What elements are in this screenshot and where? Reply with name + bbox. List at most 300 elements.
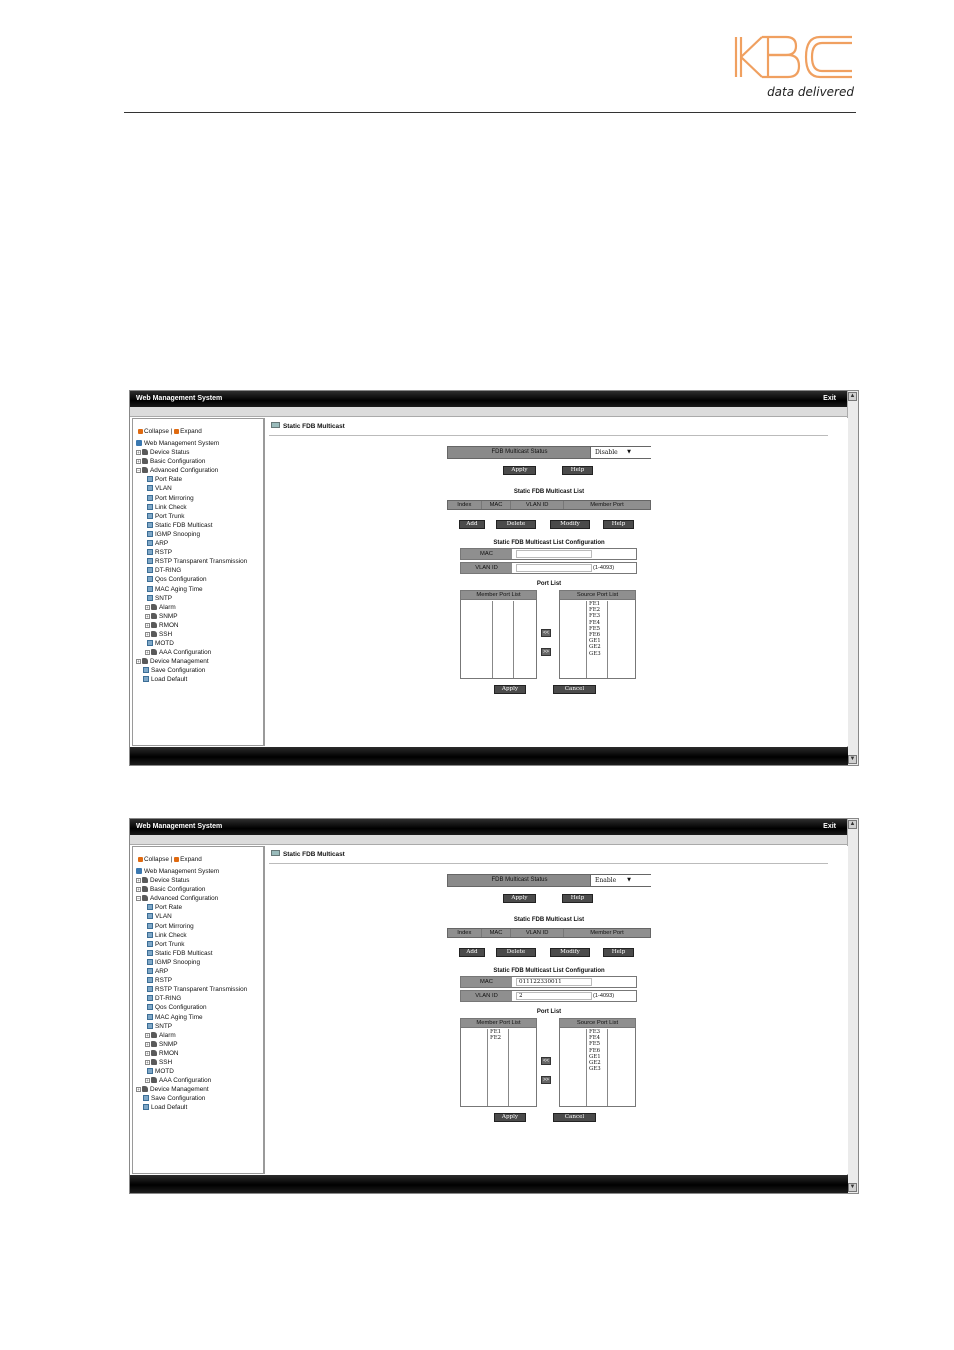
tree-item-rmon[interactable] — [133, 1049, 263, 1058]
folder-icon — [151, 1032, 157, 1038]
window-title: Web Management System — [136, 823, 223, 830]
port-list-title: Port List — [536, 581, 562, 587]
tree-item-dt-ring[interactable] — [133, 994, 263, 1003]
source-port-option[interactable]: FE6 — [589, 632, 601, 639]
folder-icon — [151, 604, 157, 610]
tree-item-qos-configuration[interactable] — [133, 1003, 263, 1012]
tree-item-device-management[interactable] — [133, 1085, 263, 1094]
tree-item-port-rate[interactable] — [133, 475, 263, 484]
page-icon — [147, 504, 153, 510]
collapse-icon[interactable] — [138, 857, 143, 862]
tree-item-label: RSTP Transparent Transmission — [155, 986, 248, 994]
tree-item-aaa-configuration[interactable] — [133, 1076, 263, 1085]
page-icon — [143, 1095, 149, 1101]
fdb-status-row — [447, 446, 651, 459]
plus-icon[interactable]: + — [146, 1050, 149, 1056]
tree-item-label: Port Trunk — [155, 940, 185, 948]
logo-tagline: data delivered — [767, 85, 854, 99]
modify-button[interactable]: Modify — [550, 948, 590, 957]
config-title: Static FDB Multicast List Configuration — [493, 540, 605, 546]
tree-item-ssh[interactable] — [133, 1058, 263, 1067]
plus-icon[interactable]: + — [137, 1087, 140, 1093]
member-port-list[interactable] — [460, 590, 537, 679]
tree-controls — [133, 419, 263, 439]
tree-item-motd[interactable] — [133, 1067, 263, 1076]
page-title-icon — [271, 850, 280, 856]
column-header: Index — [448, 501, 482, 509]
tree-item-alarm[interactable] — [133, 1031, 263, 1040]
vlan-range-hint: (1-4093) — [593, 565, 615, 571]
tree-item-device-status[interactable] — [133, 448, 263, 457]
column-header: VLAN ID — [511, 501, 563, 509]
plus-icon[interactable]: + — [137, 887, 140, 893]
tree-item-label: Device Status — [150, 449, 190, 457]
source-port-options[interactable] — [586, 1029, 608, 1106]
page-icon — [147, 932, 153, 938]
tree-item-label: Port Mirroring — [155, 922, 194, 930]
folder-icon — [151, 622, 157, 628]
tree-item-advanced-configuration[interactable] — [133, 466, 263, 475]
source-port-list[interactable] — [559, 590, 636, 679]
tree-item-dt-ring[interactable] — [133, 566, 263, 575]
page-icon — [147, 968, 153, 974]
vlan-row — [460, 990, 637, 1002]
plus-icon[interactable]: + — [146, 622, 149, 628]
collapse-icon[interactable] — [138, 429, 143, 434]
page-icon — [147, 522, 153, 528]
tree-root-label: Web Management System — [144, 868, 220, 875]
source-port-option[interactable]: FE3 — [589, 613, 601, 620]
minus-icon[interactable]: − — [137, 896, 140, 902]
apply-button[interactable]: Apply — [494, 1113, 526, 1122]
scroll-up-icon[interactable]: ▲ — [849, 821, 856, 827]
tree-item-label: VLAN — [155, 913, 172, 921]
tree-item-advanced-configuration[interactable] — [133, 894, 263, 903]
fdb-status-label: FDB Multicast Status — [491, 877, 548, 883]
page-icon — [147, 923, 153, 929]
page-icon — [147, 495, 153, 501]
fdb-status-row — [447, 874, 651, 887]
page-icon — [143, 1104, 149, 1110]
expand-link[interactable]: Expand — [180, 428, 202, 435]
page-icon — [147, 913, 153, 919]
header-rule — [124, 112, 856, 113]
plus-icon[interactable]: + — [137, 450, 140, 456]
status-help-button[interactable]: Help — [562, 466, 593, 475]
tree-item-label: Link Check — [155, 503, 187, 511]
list-title: Static FDB Multicast List — [513, 917, 585, 923]
tree-item-motd[interactable] — [133, 639, 263, 648]
page-icon — [147, 1023, 153, 1029]
tree-item-basic-configuration[interactable] — [133, 885, 263, 894]
minus-icon[interactable]: − — [137, 468, 140, 474]
tree-item-port-trunk[interactable] — [133, 940, 263, 949]
navigation-tree — [132, 846, 264, 1174]
tree-item-label: Save Configuration — [151, 1095, 206, 1103]
chevron-down-icon: ▼ — [627, 877, 631, 883]
tree-item-rstp[interactable] — [133, 548, 263, 557]
source-port-header: Source Port List — [560, 1019, 635, 1028]
tree-item-label: MAC Aging Time — [155, 1013, 203, 1021]
tree-item-label: RSTP Transparent Transmission — [155, 558, 248, 566]
tree-item-label: AAA Configuration — [159, 1077, 212, 1085]
source-port-option[interactable]: FE1 — [589, 601, 601, 607]
tree-item-basic-configuration[interactable] — [133, 457, 263, 466]
folder-icon — [142, 467, 148, 473]
tree-item-igmp-snooping[interactable] — [133, 958, 263, 967]
tree-item-label: Basic Configuration — [150, 458, 206, 466]
cancel-button[interactable]: Cancel — [553, 1113, 596, 1122]
source-port-option[interactable]: GE1 — [589, 1053, 601, 1060]
folder-icon — [151, 1041, 157, 1047]
mac-input[interactable]: 011122330011 — [516, 978, 592, 986]
tree-item-rstp-transparent-transmission[interactable] — [133, 985, 263, 994]
tree-item-link-check[interactable] — [133, 503, 263, 512]
page-icon — [147, 513, 153, 519]
tree-item-label: Qos Configuration — [155, 576, 207, 584]
tree-item-static-fdb-multicast[interactable] — [133, 521, 263, 530]
tree-item-label: Port Rate — [155, 904, 182, 912]
tree-item-label: Basic Configuration — [150, 886, 206, 894]
move-left-button[interactable]: << — [541, 629, 551, 637]
tree-item-aaa-configuration[interactable] — [133, 648, 263, 657]
tree-item-sntp[interactable] — [133, 594, 263, 603]
page-icon — [147, 995, 153, 1001]
window-titlebar — [130, 391, 848, 407]
folder-icon — [151, 613, 157, 619]
scroll-down-icon[interactable]: ▼ — [849, 1184, 856, 1190]
page-icon — [147, 558, 153, 564]
tree-item-label: SSH — [159, 630, 173, 638]
tree-item-label: Port Mirroring — [155, 494, 194, 502]
fdb-status-select[interactable] — [590, 875, 651, 886]
page-icon — [147, 540, 153, 546]
tree-item-vlan[interactable] — [133, 912, 263, 921]
tree-item-snmp[interactable] — [133, 612, 263, 621]
tree-item-link-check[interactable] — [133, 931, 263, 940]
status-apply-button[interactable]: Apply — [503, 894, 536, 903]
tree-item-label: Device Management — [150, 658, 209, 666]
plus-icon[interactable]: + — [146, 1059, 149, 1065]
toolbar-gap — [130, 835, 848, 845]
tree-root-label: Web Management System — [144, 440, 220, 447]
column-header: MAC — [482, 929, 512, 937]
status-apply-button[interactable]: Apply — [503, 466, 536, 475]
tree-item-rstp[interactable] — [133, 976, 263, 985]
vlan-id-input[interactable] — [516, 564, 592, 572]
move-left-button[interactable]: << — [541, 1057, 551, 1065]
plus-icon[interactable]: + — [146, 1078, 149, 1084]
tree-item-label: Save Configuration — [151, 667, 206, 675]
source-port-option[interactable]: FE6 — [589, 1047, 601, 1054]
tree-item-label: Device Status — [150, 877, 190, 885]
content-panel — [264, 846, 848, 1174]
tree-item-igmp-snooping[interactable] — [133, 530, 263, 539]
mac-row — [460, 548, 637, 560]
page-icon — [147, 986, 153, 992]
tree-root[interactable] — [133, 439, 263, 448]
fdb-status-value: Disable — [595, 449, 618, 456]
tree-item-label: RSTP — [155, 549, 173, 557]
delete-button[interactable]: Delete — [496, 948, 536, 957]
modify-button[interactable]: Modify — [550, 520, 590, 529]
move-right-button[interactable]: >> — [541, 1076, 551, 1084]
list-title: Static FDB Multicast List — [513, 489, 585, 495]
fdb-status-value: Enable — [595, 877, 617, 884]
browser-screenshot-2 — [129, 818, 859, 1194]
page-icon — [147, 586, 153, 592]
column-header: Member Port — [590, 502, 624, 508]
column-header: MAC — [482, 501, 512, 509]
home-icon — [136, 868, 142, 874]
source-port-option[interactable]: GE2 — [589, 1060, 601, 1067]
fdb-status-select[interactable] — [590, 447, 651, 458]
vlan-row — [460, 562, 637, 574]
tree-item-rstp-transparent-transmission[interactable] — [133, 557, 263, 566]
plus-icon[interactable]: + — [146, 631, 149, 637]
tree-controls — [133, 847, 263, 867]
plus-icon[interactable]: + — [146, 650, 149, 656]
expand-icon[interactable] — [174, 429, 179, 434]
tree-item-label: Load Default — [151, 1104, 188, 1112]
folder-icon — [142, 658, 148, 664]
mac-label: MAC — [461, 977, 512, 987]
add-button[interactable]: Add — [459, 948, 485, 957]
source-port-option[interactable]: GE3 — [589, 650, 601, 657]
tree-item-port-rate[interactable] — [133, 903, 263, 912]
page-title-icon — [271, 422, 280, 428]
tree-item-label: Link Check — [155, 931, 187, 939]
plus-icon[interactable]: + — [146, 1041, 149, 1047]
add-button[interactable]: Add — [459, 520, 485, 529]
page-icon — [147, 904, 153, 910]
home-icon — [136, 440, 142, 446]
tree-item-label: SNMP — [159, 612, 178, 620]
tree-item-label: IGMP Snooping — [155, 530, 200, 538]
navigation-tree — [132, 418, 264, 746]
port-list-title: Port List — [536, 1009, 562, 1015]
tree-item-label: Advanced Configuration — [150, 467, 219, 475]
tree-item-label: VLAN — [155, 485, 172, 493]
kbc-logo-mark — [732, 34, 854, 80]
page-icon — [147, 1004, 153, 1010]
toolbar-gap — [130, 407, 848, 417]
tree-item-mac-aging-time[interactable] — [133, 585, 263, 594]
plus-icon[interactable]: + — [146, 613, 149, 619]
source-port-option[interactable]: GE2 — [589, 644, 601, 651]
move-right-button[interactable]: >> — [541, 648, 551, 656]
vertical-scrollbar[interactable] — [847, 819, 858, 1193]
scroll-up-icon[interactable]: ▲ — [849, 393, 856, 399]
tree-item-device-status[interactable] — [133, 876, 263, 885]
page-icon — [147, 476, 153, 482]
list-help-button[interactable]: Help — [603, 948, 634, 957]
folder-icon — [151, 631, 157, 637]
status-bar — [130, 747, 848, 765]
tree-item-rmon[interactable] — [133, 621, 263, 630]
source-port-option[interactable]: FE4 — [589, 1035, 601, 1042]
mac-row — [460, 976, 637, 988]
tree-item-label: ARP — [155, 968, 169, 976]
tree-controls-separator: | — [170, 856, 173, 863]
vlan-id-input[interactable]: 2 — [516, 992, 592, 1000]
cancel-button[interactable]: Cancel — [553, 685, 596, 694]
exit-link[interactable]: Exit — [823, 823, 836, 830]
page-icon — [147, 640, 153, 646]
source-port-header: Source Port List — [560, 591, 635, 600]
tree-item-port-mirroring[interactable] — [133, 494, 263, 503]
plus-icon[interactable]: + — [137, 459, 140, 465]
tree-item-label: IGMP Snooping — [155, 958, 200, 966]
plus-icon[interactable]: + — [137, 659, 140, 665]
folder-icon — [142, 886, 148, 892]
expand-icon[interactable] — [174, 857, 179, 862]
window-titlebar — [130, 819, 848, 835]
tree-item-port-trunk[interactable] — [133, 512, 263, 521]
source-port-option[interactable]: FE5 — [589, 1041, 601, 1048]
tree-item-save-configuration[interactable] — [133, 666, 263, 675]
tree-item-label: SSH — [159, 1058, 173, 1066]
tree-item-static-fdb-multicast[interactable] — [133, 949, 263, 958]
source-port-option[interactable]: FE5 — [589, 625, 601, 632]
member-port-header: Member Port List — [461, 591, 536, 600]
scroll-down-icon[interactable]: ▼ — [849, 756, 856, 762]
source-port-options[interactable] — [586, 601, 608, 678]
page-title — [271, 850, 345, 858]
folder-icon — [142, 458, 148, 464]
page-icon — [147, 977, 153, 983]
member-port-options[interactable] — [487, 1029, 509, 1106]
member-port-option[interactable]: FE2 — [490, 1035, 502, 1042]
mac-label: MAC — [461, 549, 512, 559]
tree-item-label: Device Management — [150, 1086, 209, 1094]
member-port-option[interactable]: FE1 — [490, 1029, 502, 1035]
config-title: Static FDB Multicast List Configuration — [493, 968, 605, 974]
tree-item-label: Static FDB Multicast — [155, 521, 213, 529]
tree-item-sntp[interactable] — [133, 1022, 263, 1031]
page-icon — [147, 950, 153, 956]
page-icon — [147, 567, 153, 573]
delete-button[interactable]: Delete — [496, 520, 536, 529]
page-icon — [147, 485, 153, 491]
window-title: Web Management System — [136, 395, 223, 402]
source-port-option[interactable]: FE4 — [589, 619, 601, 626]
tree-item-label: MOTD — [155, 1068, 174, 1076]
source-port-option[interactable]: FE2 — [589, 607, 601, 614]
tree-item-label: SNTP — [155, 1022, 173, 1030]
tree-item-load-default[interactable] — [133, 1103, 263, 1112]
source-port-list[interactable] — [559, 1018, 636, 1107]
vlan-range-hint: (1-4093) — [593, 993, 615, 999]
title-divider — [269, 435, 828, 436]
plus-icon[interactable]: + — [146, 604, 149, 610]
tree-item-label: Load Default — [151, 676, 188, 684]
status-help-button[interactable]: Help — [562, 894, 593, 903]
vertical-scrollbar[interactable] — [847, 391, 858, 765]
tree-item-label: RMON — [159, 1049, 179, 1057]
member-port-list[interactable] — [460, 1018, 537, 1107]
tree-item-label: MOTD — [155, 640, 174, 648]
tree-item-load-default[interactable] — [133, 675, 263, 684]
source-port-option[interactable]: FE3 — [589, 1029, 601, 1035]
tree-item-label: DT-RING — [155, 567, 182, 575]
tree-item-label: SNTP — [155, 594, 173, 602]
status-bar — [130, 1175, 848, 1193]
collapse-link[interactable]: Collapse — [144, 428, 169, 435]
page-title-text: Static FDB Multicast — [283, 423, 345, 430]
tree-controls-separator: | — [170, 428, 173, 435]
page-icon — [147, 531, 153, 537]
plus-icon[interactable]: + — [137, 878, 140, 884]
tree-item-port-mirroring[interactable] — [133, 922, 263, 931]
folder-icon — [142, 449, 148, 455]
expand-link[interactable]: Expand — [180, 856, 202, 863]
page-icon — [147, 941, 153, 947]
source-port-option[interactable]: GE1 — [589, 638, 601, 645]
tree-item-label: SNMP — [159, 1040, 178, 1048]
title-divider — [269, 863, 828, 864]
tree-item-qos-configuration[interactable] — [133, 575, 263, 584]
list-help-button[interactable]: Help — [603, 520, 634, 529]
column-header: Member Port — [590, 930, 624, 936]
tree-item-save-configuration[interactable] — [133, 1094, 263, 1103]
tree-item-label: Alarm — [159, 603, 176, 611]
mac-input[interactable] — [516, 550, 592, 558]
member-port-header: Member Port List — [461, 1019, 536, 1028]
tree-item-alarm[interactable] — [133, 603, 263, 612]
folder-icon — [142, 1086, 148, 1092]
tree-item-arp[interactable] — [133, 539, 263, 548]
fdb-list-header — [447, 500, 651, 510]
folder-icon — [151, 1050, 157, 1056]
tree-item-ssh[interactable] — [133, 630, 263, 639]
folder-icon — [151, 649, 157, 655]
tree-root[interactable] — [133, 867, 263, 876]
source-port-option[interactable]: GE3 — [589, 1066, 601, 1073]
page-title-text: Static FDB Multicast — [283, 851, 345, 858]
plus-icon[interactable]: + — [146, 1032, 149, 1038]
tree-item-mac-aging-time[interactable] — [133, 1013, 263, 1022]
tree-item-arp[interactable] — [133, 967, 263, 976]
tree-item-label: Qos Configuration — [155, 1004, 207, 1012]
collapse-link[interactable]: Collapse — [144, 856, 169, 863]
kbc-logo — [732, 34, 854, 100]
tree-item-label: RSTP — [155, 977, 173, 985]
tree-item-label: MAC Aging Time — [155, 585, 203, 593]
content-panel — [264, 418, 848, 746]
tree-item-snmp[interactable] — [133, 1040, 263, 1049]
page-title — [271, 422, 345, 430]
fdb-list-header — [447, 928, 651, 938]
tree-item-device-management[interactable] — [133, 657, 263, 666]
tree-item-vlan[interactable] — [133, 484, 263, 493]
tree-item-label: Port Trunk — [155, 512, 185, 520]
tree-item-label: Port Rate — [155, 476, 182, 484]
tree-item-label: Alarm — [159, 1031, 176, 1039]
vlan-id-label: VLAN ID — [461, 991, 512, 1001]
apply-button[interactable]: Apply — [494, 685, 526, 694]
page-icon — [147, 595, 153, 601]
member-port-options[interactable] — [492, 601, 514, 678]
exit-link[interactable]: Exit — [823, 395, 836, 402]
page-icon — [143, 676, 149, 682]
browser-screenshot-1 — [129, 390, 859, 766]
tree-item-label: DT-RING — [155, 995, 182, 1003]
column-header: Index — [448, 929, 482, 937]
fdb-status-label: FDB Multicast Status — [491, 449, 548, 455]
tree-item-label: AAA Configuration — [159, 649, 212, 657]
tree-item-label: Static FDB Multicast — [155, 949, 213, 957]
